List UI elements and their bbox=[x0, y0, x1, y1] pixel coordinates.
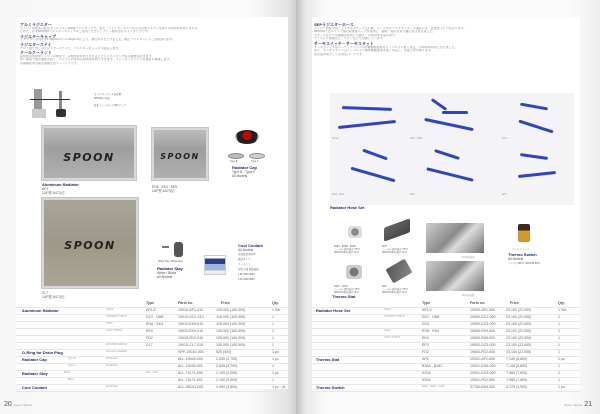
hose-image bbox=[431, 98, 447, 111]
row-type: K20A bbox=[422, 378, 431, 382]
hose-variant-label: EK9 bbox=[410, 193, 415, 196]
thermo-switch-image bbox=[518, 224, 530, 242]
row-qty: 1 bbox=[272, 329, 274, 333]
row-sub: CIVIC TYPE R bbox=[106, 329, 123, 332]
product-name: Thermo Stat bbox=[332, 294, 356, 299]
hose-image bbox=[442, 111, 468, 114]
product-note: 1UP製 A/C対応 bbox=[42, 191, 65, 195]
row-price: 105,000 (100,000) bbox=[216, 315, 246, 319]
page-number: 20 bbox=[4, 401, 12, 408]
photo-caption: DC5装着例 bbox=[462, 256, 475, 259]
engine-bay-photo-fd2 bbox=[426, 261, 484, 291]
row-qty: 1 pc bbox=[558, 385, 565, 389]
intro-line: 高性能長寿命型エンジン冷却水で、冷却性能を向上させるとともにエンジン内部の腐食を防ぎます。 bbox=[20, 54, 155, 58]
row-type: EK9 bbox=[146, 329, 153, 333]
row-qty: 1 pc bbox=[272, 371, 279, 375]
row-sub: All Models bbox=[106, 385, 118, 388]
radiator-stay-note: White Stay / Black Stay bbox=[158, 260, 183, 263]
row-price: 23,100 (22,000) bbox=[506, 336, 532, 340]
row-parts: 37760-EK9-000 bbox=[470, 385, 496, 389]
table-row bbox=[312, 322, 580, 329]
right-page-sheet bbox=[312, 17, 580, 389]
intro-line: スポーツ走行での過酷な状況にも耐え、冷却効率を高めます。 bbox=[314, 33, 398, 37]
thermostat-model: F20C · F22C bbox=[334, 285, 348, 288]
row-qty: 1 pc bbox=[272, 357, 279, 361]
product-name: Thermo Switch bbox=[508, 252, 537, 257]
intro-heading: サーモスイッチ・サーモスタット bbox=[314, 40, 374, 46]
row-name: ▫ Radiator Cap bbox=[20, 357, 47, 362]
row-qty: 1 bbox=[272, 322, 274, 326]
col-qty: Qty. bbox=[272, 301, 279, 305]
radiator-cap-caption bbox=[232, 166, 257, 178]
row-price: 2,100 (2,000) bbox=[216, 371, 238, 375]
col-parts: Parts no. bbox=[178, 301, 194, 305]
hose-image bbox=[520, 103, 548, 111]
cap-type-b-image bbox=[228, 153, 244, 159]
hose-image bbox=[518, 171, 556, 178]
row-parts: 19500-AP1-000 bbox=[470, 308, 496, 312]
row-qty: 1 bbox=[558, 322, 560, 326]
thermostat-image bbox=[346, 265, 362, 279]
table-row bbox=[16, 315, 288, 322]
radiator-stay-caption bbox=[157, 267, 183, 279]
row-qty: 1 bbox=[558, 364, 560, 368]
product-types: Type B · Type F bbox=[232, 170, 256, 174]
hose-image bbox=[342, 106, 392, 111]
row-type: DC2 · DB8 bbox=[146, 315, 164, 319]
row-sub: ACCORD EURO R bbox=[106, 343, 128, 346]
row-price: 105,000 (100,000) bbox=[216, 329, 246, 333]
product-note: 1UP製 A/C対応 bbox=[152, 189, 175, 193]
thermostat-model: DC5 bbox=[382, 245, 387, 248]
row-parts: ALL-19045-001 bbox=[178, 364, 203, 368]
row-qty: 1 bbox=[272, 336, 274, 340]
row-parts: 19500-DC5-000 bbox=[470, 343, 496, 347]
thermostat-model: FD2 bbox=[382, 285, 387, 288]
table-row bbox=[16, 336, 288, 343]
row-price: 23,100 (22,000) bbox=[506, 308, 532, 312]
row-price: 105,000 (100,000) bbox=[216, 322, 246, 326]
product-fit: All Models bbox=[157, 275, 173, 279]
thermostat-section-caption bbox=[332, 295, 355, 299]
product-fit: All Models bbox=[238, 248, 254, 252]
thermostat-housing-image bbox=[384, 218, 410, 241]
intro-heading: ラジエターキャップ bbox=[20, 33, 56, 39]
diagram-note: SPOON / 純正 bbox=[94, 97, 111, 100]
row-qty: 1 bbox=[558, 336, 560, 340]
radiator-cap-image bbox=[235, 130, 259, 144]
row-qty: 1 bbox=[558, 329, 560, 333]
row-price: 105,000 (100,000) bbox=[216, 308, 246, 312]
row-name: ▫ Thermo Switch bbox=[314, 385, 345, 390]
row-qty: 1 pc bbox=[558, 357, 565, 361]
row-type: EK9 bbox=[422, 336, 429, 340]
row-parts: ALL-19045-000 bbox=[178, 357, 203, 361]
table-row bbox=[312, 378, 580, 385]
left-page bbox=[0, 0, 296, 414]
hose-variant-label: AP1/2 bbox=[332, 137, 339, 140]
table-row bbox=[16, 364, 288, 371]
row-type: ALL · 2pcs bbox=[146, 371, 158, 374]
row-parts: 19301-FD2-000 bbox=[470, 378, 496, 382]
table-row bbox=[16, 329, 288, 336]
thermostat-model: B16A · B16B · B18C bbox=[334, 245, 356, 248]
table-row bbox=[16, 308, 288, 315]
intro-line: 高水温対策として有効なパーツです。 bbox=[314, 52, 365, 56]
row-sub: S2000 bbox=[384, 308, 392, 311]
row-price: 7,980 (7,600) bbox=[506, 378, 528, 382]
row-price: 23,100 (22,000) bbox=[506, 329, 532, 333]
product-name: Cool Coolant bbox=[238, 243, 263, 248]
diagram-note: ラジエターホース径比較 bbox=[94, 93, 122, 96]
thermo-switch-caption bbox=[508, 253, 540, 266]
row-qty: 1 bbox=[272, 343, 274, 347]
radiator-cl7-image bbox=[42, 198, 138, 288]
table-row bbox=[312, 315, 580, 322]
row-parts: 19301-EG6-000 bbox=[470, 364, 496, 368]
table-row bbox=[312, 385, 580, 392]
row-price: 23,100 (22,000) bbox=[506, 343, 532, 347]
row-type: EP3 bbox=[422, 343, 429, 347]
table-row bbox=[16, 357, 288, 364]
spoon-logo: SPOON bbox=[63, 150, 115, 164]
radiator-stay-bolt bbox=[162, 246, 169, 248]
row-price: 105,000 (100,000) bbox=[216, 336, 246, 340]
spoon-logo: SPOON bbox=[64, 238, 116, 252]
thermostat-spec: SPOON 開弁温度 71°C bbox=[382, 291, 407, 294]
product-desc: クーラント bbox=[238, 263, 251, 266]
row-price: 105,000 (100,000) bbox=[216, 343, 246, 347]
hose-image bbox=[426, 167, 473, 182]
cool-coolant-caption bbox=[238, 244, 263, 282]
diagram-note: 純正ドレンボルト用Oリング bbox=[94, 104, 126, 107]
thermostat-caption bbox=[382, 245, 408, 254]
cool-coolant-image bbox=[204, 255, 226, 275]
row-qty: 1 bbox=[558, 378, 560, 382]
product-note: 1UP製 A/C対応 bbox=[42, 295, 65, 299]
photo-caption: FD2装着例 bbox=[462, 294, 475, 297]
row-sub: INTEGRA TYPE R bbox=[384, 315, 405, 318]
row-name: ▫ Thermo Stat bbox=[314, 357, 339, 362]
intro-heading: SEPラジエターホース bbox=[314, 22, 354, 27]
row-qty: 1 bbox=[272, 364, 274, 368]
diagram-arrow-line bbox=[30, 99, 70, 100]
row-type: EG6 · EK4 bbox=[146, 322, 164, 326]
row-price: 7,980 (7,600) bbox=[506, 371, 528, 375]
hose-set-photo-grid bbox=[330, 93, 574, 205]
thermostat-spec: ノーマル 開弁温度 78°C bbox=[382, 248, 408, 251]
row-qty: 1 bbox=[558, 350, 560, 354]
spoon-logo: SPOON bbox=[160, 151, 200, 161]
right-page-number bbox=[564, 401, 592, 408]
radiator-stay-image bbox=[174, 242, 183, 257]
left-page-sheet bbox=[16, 17, 288, 389]
intro-line: 低い粘度で熱伝導性が高く、エンジン内部の冷却効率を向上させます。ウォーターポンプへの負担も軽減します。 bbox=[20, 58, 173, 62]
row-qty: 1 pc bbox=[272, 350, 279, 354]
row-qty: 1 Set bbox=[558, 308, 567, 312]
table-row bbox=[312, 350, 580, 357]
product-spec: 1.8L 1800 3500 bbox=[238, 273, 255, 276]
row-sub: Aluminum Radiator bbox=[106, 350, 128, 353]
thermostat-housing-image bbox=[385, 259, 412, 284]
row-price: 23,100 (22,000) bbox=[506, 350, 532, 354]
row-tag: Type B bbox=[68, 357, 76, 360]
col-type: Type bbox=[422, 301, 431, 305]
table-row bbox=[312, 308, 580, 315]
cap-type-b-label: Type B bbox=[230, 160, 238, 163]
hose-image bbox=[520, 153, 548, 160]
row-tag: White bbox=[64, 371, 71, 374]
intro-line: SPOONではシリコン製の高強度ホースを採用し、耐熱・耐圧性を大幅に向上させました。 bbox=[314, 30, 436, 34]
row-tag: Type F bbox=[68, 364, 76, 367]
intro-line: サイズにも最適化し、ステーなども付属しています。 bbox=[314, 37, 386, 41]
table-row bbox=[16, 371, 288, 378]
product-name: Aluminum Radiator bbox=[42, 182, 79, 187]
intro-line: 長期間使用可能な高耐久性クーラントです。 bbox=[20, 61, 80, 65]
row-price: 2,835 (2,700) bbox=[216, 357, 238, 361]
row-sub: INTEGRA TYPE R bbox=[106, 315, 127, 318]
row-type: AP1 bbox=[422, 357, 429, 361]
row-type: DC2 · DB8 bbox=[422, 315, 440, 319]
product-desc: 原液タイプ bbox=[238, 258, 251, 261]
row-parts: ALL-74171-000 bbox=[178, 371, 203, 375]
row-parts: 19500-DC2-000 bbox=[470, 315, 496, 319]
cap-type-f-image bbox=[249, 153, 265, 159]
row-type: B16A · B18C · K20A bbox=[422, 385, 445, 388]
row-sub: CIVIC TYPE R bbox=[384, 336, 401, 339]
col-parts: Parts no. bbox=[470, 301, 486, 305]
row-price: 7,140 (6,800) bbox=[506, 364, 528, 368]
table-row bbox=[312, 371, 580, 378]
intro-line: ために、必ずSPOONラジエターキャップをご使用ください。ステー類を含むキットタイプです。 bbox=[20, 30, 151, 34]
hose-variant-label: DC5 bbox=[502, 137, 508, 140]
row-price: 4,725 (4,500) bbox=[506, 385, 528, 389]
row-qty: 1 bbox=[558, 371, 560, 375]
row-price: 23,100 (22,000) bbox=[506, 315, 532, 319]
footer-label: Spoon Sports bbox=[13, 403, 32, 407]
footer-label: Spoon Sports bbox=[564, 403, 583, 407]
table-row bbox=[16, 385, 288, 392]
thermostat-spec: ノーマル 開弁温度 78°C bbox=[334, 248, 360, 251]
row-parts: 19500-DC5-000 bbox=[470, 322, 496, 326]
table-row bbox=[16, 350, 288, 357]
product-spec: 4.0L 4000 6800 bbox=[238, 278, 255, 281]
intro-line: エンジン回転が高く上下するスポーツ走行時、ノーマルのラジエターホースは膨らみ、流量低下につながります。 bbox=[314, 26, 467, 30]
row-type: AP1/2 bbox=[146, 308, 156, 312]
col-price: Price bbox=[221, 301, 230, 305]
row-price: 3,990 (3,800) bbox=[216, 385, 238, 389]
diagram-fitting bbox=[32, 109, 46, 118]
cap-type-f-label: Type F bbox=[251, 160, 259, 163]
intro-heading: アルミラジエター bbox=[20, 22, 52, 27]
row-sub: All Models bbox=[106, 364, 118, 367]
hose-image bbox=[350, 167, 395, 183]
product-spec: ノーマル 98°C / SPOON 88°C bbox=[508, 262, 541, 265]
row-type: EG6 · EK4 bbox=[422, 329, 440, 333]
product-name: Radiator Cap bbox=[232, 165, 257, 170]
table-row bbox=[312, 364, 580, 371]
row-parts: 19500-FD2-000 bbox=[470, 350, 496, 354]
row-name: ▫ Cool Coolant bbox=[20, 385, 47, 390]
row-type: AP1/2 bbox=[422, 308, 432, 312]
row-parts: 19500-EK9-000 bbox=[470, 329, 496, 333]
row-tag: Black bbox=[68, 378, 75, 381]
radiator-eg6-image bbox=[152, 128, 208, 180]
row-name: ▫ Radiator Hose Set bbox=[314, 308, 350, 313]
row-parts: SPP-19010-000 bbox=[178, 350, 204, 354]
table-row bbox=[312, 343, 580, 350]
row-parts: 19301-AP1-000 bbox=[470, 357, 496, 361]
row-parts: 19010-AP1-010 bbox=[178, 308, 204, 312]
product-spec: 容量 品番 税抜価格 bbox=[238, 268, 259, 271]
row-name: ▫ O-Ring for Drain Plug bbox=[20, 350, 63, 355]
intro-line: サーモスイッチはクーリングファンの作動開始温度をノーマルより低く設定。冷却効率を向上させました。 bbox=[314, 45, 458, 49]
row-type: FD2 bbox=[146, 336, 153, 340]
row-price: 2,835 (2,700) bbox=[216, 364, 238, 368]
row-parts: 19010-DC2-010 bbox=[178, 315, 204, 319]
hose-variant-label: EG6 · EK4 bbox=[332, 193, 344, 196]
row-type: B16A · B18C bbox=[422, 364, 443, 368]
hose-image bbox=[518, 120, 553, 134]
row-price: 2,100 (2,000) bbox=[216, 378, 238, 382]
row-sub: CIVIC bbox=[384, 329, 391, 332]
product-model: CL7 bbox=[42, 291, 49, 295]
thermostat-spec: SPOON 開弁温度 71°C bbox=[334, 251, 359, 254]
row-parts: 19500-EK9-000 bbox=[470, 336, 496, 340]
product-desc: 高性能長寿命型 bbox=[238, 253, 256, 256]
row-parts: ALL-74171-001 bbox=[178, 378, 203, 382]
thermostat-spec: SPOON 開弁温度 71°C bbox=[382, 251, 407, 254]
row-parts: ALL-08C01-000 bbox=[178, 385, 204, 389]
thermostat-spec: SPOON 開弁温度 71°C bbox=[334, 291, 359, 294]
row-sub: S2000 bbox=[106, 308, 114, 311]
product-name: Radiator Stay bbox=[157, 266, 183, 271]
hose-image bbox=[424, 118, 474, 131]
radiator-ap1-image bbox=[42, 126, 136, 180]
table-row bbox=[16, 322, 288, 329]
product-fit: All Models bbox=[508, 257, 524, 261]
row-qty: 1 bbox=[272, 315, 274, 319]
row-parts: 19010-CL7-010 bbox=[178, 343, 203, 347]
row-type: K20A bbox=[422, 371, 431, 375]
intro-line: アルミ削り出しのラジエターステイで、ラジエターをしっかり固定します。 bbox=[20, 46, 122, 50]
product-fit: All Models bbox=[232, 174, 248, 178]
thermostat-caption bbox=[334, 245, 360, 254]
thermostat-spec: ノーマル 開弁温度 78°C bbox=[334, 288, 360, 291]
hose-image bbox=[362, 149, 387, 161]
row-type: CL7 bbox=[146, 343, 153, 347]
hose-variant-label: EP3 bbox=[502, 193, 507, 196]
row-qty: 1 bbox=[558, 343, 560, 347]
row-price: 7,140 (6,800) bbox=[506, 357, 528, 361]
hose-set-caption bbox=[330, 206, 364, 210]
row-qty: 1 bbox=[272, 378, 274, 382]
thermostat-image bbox=[348, 226, 362, 238]
row-qty: 1 pc · 4L bbox=[272, 385, 286, 389]
row-name: ▫ Radiator Stay bbox=[20, 371, 48, 376]
table-row bbox=[312, 336, 580, 343]
thermostat-caption bbox=[334, 285, 360, 294]
row-price: 23,100 (22,000) bbox=[506, 322, 532, 326]
intro-line: エアコンの装着可能なオールアルミ製2層ラジエターです。また、ウォーターポンプなどの冷却システム全体で冷却効率を向上させる bbox=[20, 26, 198, 30]
table-header bbox=[312, 301, 580, 308]
thermostat-caption bbox=[382, 285, 408, 294]
diagram-drain-plug bbox=[56, 109, 66, 117]
right-intro bbox=[314, 22, 574, 56]
intro-heading: ラジエターステイ bbox=[20, 41, 52, 47]
table-row bbox=[16, 343, 288, 350]
row-qty: 1 bbox=[558, 315, 560, 319]
row-sub: All Models bbox=[106, 357, 118, 360]
table-row bbox=[312, 357, 580, 364]
engine-bay-photo-dc5 bbox=[426, 223, 484, 253]
hose-variant-label: DC2 · DB8 bbox=[410, 137, 423, 140]
intro-line: ラジエターの内圧を1.1kg/cm²から1.3kg/cm²に上げ、沸点を引き上げました。純正ラジエターにもご使用頂けます。 bbox=[20, 38, 175, 42]
col-price: Price bbox=[510, 301, 519, 305]
row-name: ▫ Aluminum Radiator bbox=[20, 308, 59, 313]
hose-diameter-diagram bbox=[30, 89, 90, 119]
table-row bbox=[312, 329, 580, 336]
hose-image bbox=[434, 149, 460, 160]
row-parts: 19301-DC5-000 bbox=[470, 371, 496, 375]
intro-line: また、サーモスタットはノーマルより開弁開始温度を低く設定し、水温上昇を抑えます。 bbox=[314, 49, 434, 53]
row-parts: 19010-FD2-010 bbox=[178, 336, 204, 340]
col-qty: Qty. bbox=[558, 301, 565, 305]
row-parts: 19010-EK9-010 bbox=[178, 329, 204, 333]
left-price-table bbox=[16, 301, 288, 389]
table-row bbox=[16, 378, 288, 385]
radiator-cl7-caption bbox=[42, 291, 65, 299]
row-sub: CIVIC bbox=[106, 322, 113, 325]
radiator-ap1-caption bbox=[42, 183, 79, 195]
row-qty: 1 Set bbox=[272, 308, 281, 312]
radiator-eg6-caption bbox=[152, 185, 177, 193]
row-price: 525 (500) bbox=[216, 350, 232, 354]
diagram-hose-spoon bbox=[34, 89, 42, 111]
left-page-number bbox=[4, 401, 32, 408]
row-parts: 19010-EK9-010 bbox=[178, 322, 204, 326]
product-variant: White / Black bbox=[157, 271, 177, 275]
diagram-notes bbox=[94, 93, 126, 108]
product-model: EG6 · EK4 · EK9 bbox=[152, 185, 177, 189]
product-name: Radiator Hose Set bbox=[330, 205, 365, 210]
row-type: DC5 bbox=[422, 322, 430, 326]
intro-heading: クールクーラント bbox=[20, 50, 52, 56]
thermostat-spec: ノーマル 開弁温度 78°C bbox=[382, 288, 408, 291]
right-price-table bbox=[312, 301, 580, 389]
hose-image bbox=[338, 120, 396, 129]
left-intro bbox=[20, 22, 282, 66]
page-number: 21 bbox=[584, 401, 592, 408]
thermo-switch-label: サーモスイッチ bbox=[512, 248, 530, 251]
product-model: AP1 bbox=[42, 187, 49, 191]
table-header bbox=[16, 301, 288, 308]
col-type: Type bbox=[146, 301, 155, 305]
right-page bbox=[296, 0, 600, 414]
row-type: FD2 bbox=[422, 350, 429, 354]
